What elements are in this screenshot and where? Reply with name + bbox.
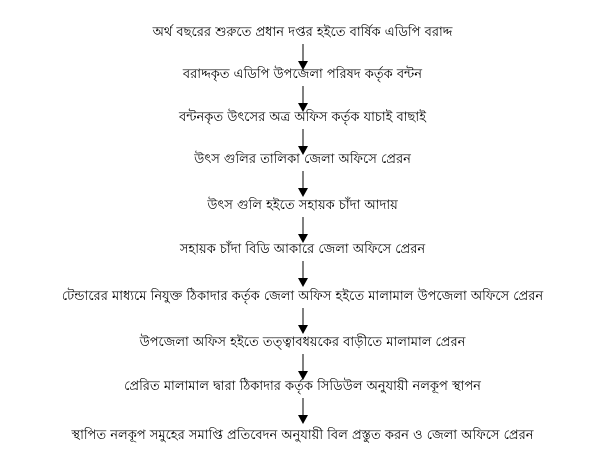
flow-step-3: বন্টনকৃত উৎসের অত্র অফিস কর্তৃক যাচাই বাছাই [179, 110, 426, 125]
down-arrow-8 [296, 354, 310, 380]
down-arrow-6 [296, 261, 310, 287]
down-arrow-7 [296, 308, 310, 334]
flow-step-2: বরাদ্দকৃত এডিপি উপজেলা পরিষদ কর্তৃক বন্টন [182, 67, 423, 82]
down-arrow-4 [296, 171, 310, 197]
flow-step-4: উৎস গুলির তালিকা জেলা অফিসে প্রেরন [194, 152, 411, 167]
flow-step-8: উপজেলা অফিস হইতে তত্ত্বাবধয়কের বাড়ীতে মালামাল প্রেরন [139, 335, 466, 350]
flow-step-1: অর্থ বছরের শুরুতে প্রধান দপ্তর হইতে বার্ষিক এডিপি বরাদ্দ [152, 25, 453, 40]
flow-step-10: স্থাপিত নলকূপ সমুহের সমাপ্তি প্রতিবেদন অনুযায়ী বিল প্রস্তুত করন ও জেলা অফিসে প্রেরন [71, 428, 534, 443]
flow-step-9: প্রেরিত মালামাল দ্বারা ঠিকাদার কর্তৃক সিডিউল অনুযায়ী নলকূপ স্থাপন [124, 379, 481, 394]
down-arrow-5 [296, 217, 310, 243]
down-arrow-9 [296, 398, 310, 424]
flow-step-6: সহায়ক চাঁদা বিডি আকারে জেলা অফিসে প্রেরন [179, 242, 426, 257]
flow-step-7: টেন্ডারের মাধ্যমে নিযুক্ত ঠিকাদার কর্তৃক জেলা অফিস হইতে মালামাল উপজেলা অফিসে প্রেরন [61, 289, 544, 304]
flow-step-5: উৎস গুলি হইতে সহায়ক চাঁদা আদায় [207, 198, 398, 213]
